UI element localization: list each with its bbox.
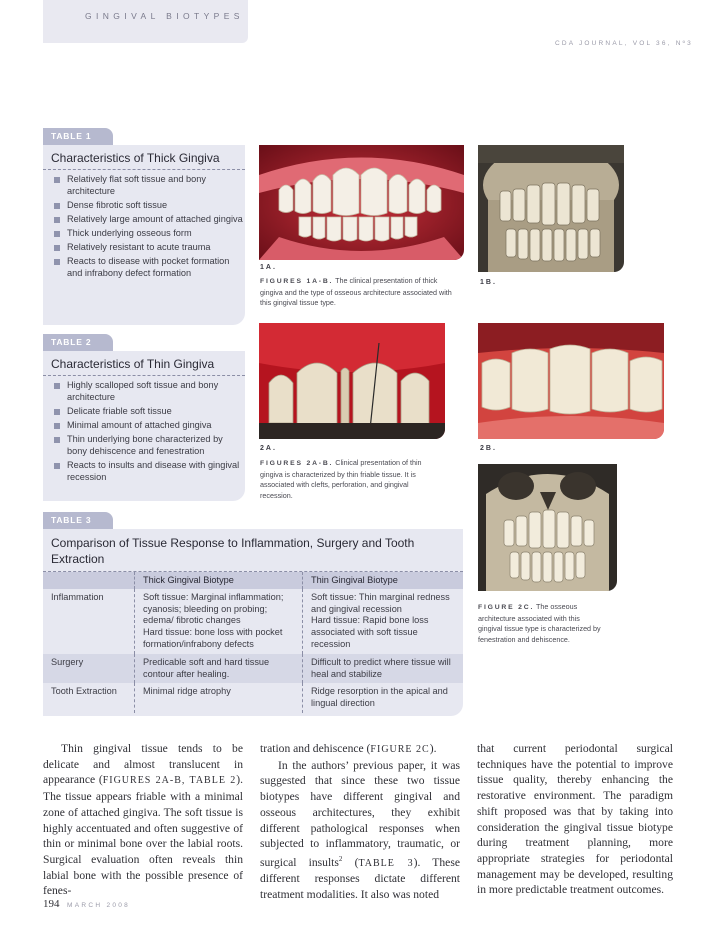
list-item: Delicate friable soft tissue — [54, 406, 245, 418]
figure-1b-label: 1B. — [480, 279, 497, 286]
body-text: ). These different responses dictate different treatment modalities. It also was noted — [260, 855, 460, 902]
body-text: ). The tissue appears friable with a minimal zone of attached gingiva. The soft tissue is highly accentuated and often suggestive of thin or minimal bone over the labial roots. Surgical evaluation often reveals thin labial bone with the possible presence of fenes- — [43, 773, 243, 898]
body-text: ( — [342, 855, 359, 869]
figure-2c-photo — [478, 464, 617, 591]
list-item: Reacts to insults and disease with gingival recession — [54, 460, 245, 484]
body-column-1 — [43, 741, 243, 899]
body-text: that current periodontal surgical techniques have the potential to improve tissue quality, thereby enhancing the restorative environment. The paradigm shift proposed was that by taking into consideration the gingival tissue biotype during treatment planning, more appropriate strategies for periodontal management may be developed, resulting in more predictable treatment outcomes. — [477, 742, 673, 897]
table-cell: Soft tissue: Thin marginal redness and gingival recession Hard tissue: Rapid bone loss associated with soft tissue recession — [311, 591, 450, 649]
list-item: Minimal amount of attached gingiva — [54, 420, 245, 432]
figure-2-caption-text: Clinical presentation of thin gingiva is characterized by thin friable tissue. It is associated with clefts, perforation, and gingival recession. — [260, 458, 422, 500]
table2-list — [43, 380, 245, 484]
list-item: Thick underlying osseous form — [54, 228, 245, 240]
figure-2-caption — [260, 458, 440, 501]
list-item: Highly scalloped soft tissue and bony architecture — [54, 380, 245, 404]
table-header-cell — [43, 572, 135, 589]
list-item: Reacts to disease with pocket formation and infrabony defect formation — [54, 256, 245, 280]
figure-1-caption-text: The clinical presentation of thick gingiva and the type of osseous architecture associated with this gingival tissue type. — [260, 276, 452, 307]
issue-date: MARCH 2008 — [67, 902, 131, 909]
figure-reference: FIGURE 2C — [370, 744, 430, 755]
table1-box — [43, 145, 245, 325]
list-item: Relatively large amount of attached gingiva — [54, 214, 245, 226]
figure-1-caption-head: FIGURES 1A-B. — [260, 278, 334, 285]
running-header-tab — [43, 0, 248, 43]
table2-divider — [43, 375, 245, 376]
figure-2a-photo — [259, 323, 445, 439]
table-cell: Surgery — [43, 654, 135, 684]
table3-title: Comparison of Tissue Response to Inflammation, Surgery and Tooth Extraction — [51, 536, 415, 566]
figure-1a-label: 1A. — [260, 264, 277, 271]
body-text: In the authors’ previous paper, it was suggested that since these two tissue biotypes have different gingival and osseous architectures, they exhibit different pathological responses when subjected to inflammatory, traumatic, or surgical insults — [260, 758, 460, 869]
body-text: tration and dehiscence ( — [260, 742, 371, 755]
table1-title: Characteristics of Thick Gingiva — [51, 151, 220, 165]
table-header-row — [43, 572, 463, 589]
table-row — [43, 654, 463, 684]
figure-2a-label: 2A. — [260, 445, 277, 452]
table-cell: Tooth Extraction — [43, 683, 135, 713]
figure-2c-caption-text: The osseous architecture associated with this gingival tissue type is characterized by fenestration and dehiscence. — [478, 602, 601, 644]
comparison-table — [43, 572, 463, 713]
table-header-cell: Thin Gingival Biotype — [303, 572, 464, 589]
figure-2c-caption-head: FIGURE 2C. — [478, 604, 535, 611]
running-header-title: GINGIVAL BIOTYPES — [85, 11, 244, 21]
list-item: Relatively flat soft tissue and bony architecture — [54, 174, 245, 198]
page-number: 194 — [43, 898, 60, 910]
table-header-cell: Thick Gingival Biotype — [135, 572, 303, 589]
table-row — [43, 683, 463, 713]
table-cell: Difficult to predict where tissue will heal and stabilize — [303, 654, 464, 684]
journal-citation: CDA JOURNAL, VOL 36, Nº3 — [554, 40, 693, 47]
figure-1-caption — [260, 276, 456, 309]
table2-title: Characteristics of Thin Gingiva — [51, 357, 215, 371]
table1-divider — [43, 169, 245, 170]
table-row — [43, 589, 463, 654]
figure-2b-label: 2B. — [480, 445, 497, 452]
figure-reference: FIGURES 2A-B, TABLE 2 — [102, 775, 237, 787]
body-column-2 — [260, 741, 460, 903]
figure-1a-photo — [259, 145, 464, 260]
figure-1b-photo — [478, 145, 624, 272]
list-item: Relatively resistant to acute trauma — [54, 242, 245, 254]
figure-2c-caption — [478, 602, 603, 645]
citation-number: 2 — [338, 854, 343, 863]
table-cell: Ridge resorption in the apical and lingual direction — [311, 686, 448, 709]
body-column-3 — [477, 741, 673, 898]
table-cell: Minimal ridge atrophy — [135, 683, 303, 713]
list-item: Thin underlying bone characterized by bony dehiscence and fenestration — [54, 434, 245, 458]
body-text: Thin gingival tissue tends to be delicate and almost translucent in appearance ( — [43, 742, 243, 787]
table3-box — [43, 529, 463, 716]
table1-list — [43, 174, 245, 280]
table2-box — [43, 351, 245, 501]
table-cell: Soft tissue: Marginal inflammation; cyanosis; bleeding on probing; edema/ fibrotic changes Hard tissue: bone loss with pocket formation/infrabony defects — [135, 589, 303, 654]
table-reference: TABLE 3 — [358, 857, 414, 869]
table-cell: Predicable soft and hard tissue contour after healing. — [135, 654, 303, 684]
table-cell: Inflammation — [43, 589, 135, 654]
table1-label: TABLE 1 — [43, 128, 113, 145]
table2-label: TABLE 2 — [43, 334, 113, 351]
figure-2b-photo — [478, 323, 664, 439]
list-item: Dense fibrotic soft tissue — [54, 200, 245, 212]
table3-label: TABLE 3 — [43, 512, 113, 529]
figure-2-caption-head: FIGURES 2A-B. — [260, 460, 334, 467]
body-text: ). — [429, 742, 437, 755]
